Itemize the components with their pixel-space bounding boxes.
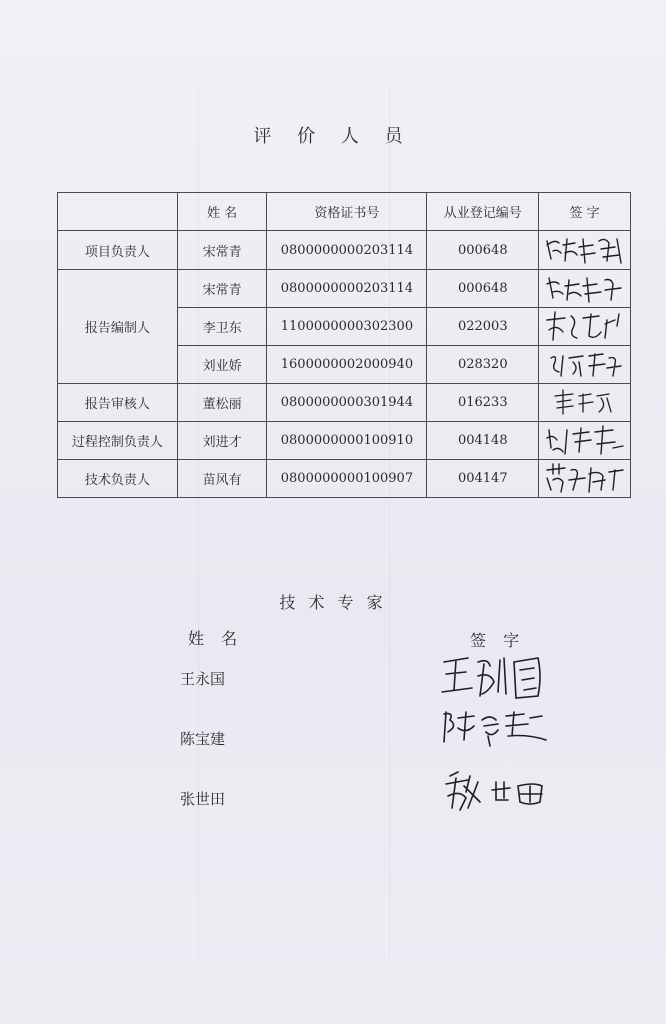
cert-cell: 0800000000203114 bbox=[267, 231, 427, 270]
handwritten-signature bbox=[543, 272, 625, 306]
cert-cell: 1600000002000940 bbox=[267, 346, 427, 384]
table-header-row bbox=[58, 193, 631, 231]
experts-title: 技 术 专 家 bbox=[279, 593, 387, 612]
expert-name: 王永国 bbox=[180, 670, 226, 688]
evaluators-title: 评 价 人 员 bbox=[253, 126, 413, 147]
name-cell: 宋常青 bbox=[177, 270, 267, 308]
role-cell: 技术负责人 bbox=[58, 460, 178, 498]
header-cert: 资格证书号 bbox=[267, 193, 427, 231]
cert-cell: 0800000000100907 bbox=[267, 460, 427, 498]
expert-name: 张世田 bbox=[180, 790, 226, 808]
handwritten-signature bbox=[543, 386, 625, 420]
name-cell: 宋常青 bbox=[177, 231, 267, 270]
cert-cell: 0800000000203114 bbox=[267, 270, 427, 308]
name-cell: 刘业娇 bbox=[177, 346, 267, 384]
role-cell: 项目负责人 bbox=[58, 231, 178, 270]
handwritten-signature bbox=[438, 652, 558, 704]
handwritten-signature bbox=[543, 348, 625, 382]
role-cell: 过程控制负责人 bbox=[58, 422, 178, 460]
handwritten-signature bbox=[543, 310, 625, 344]
reg-cell: 004148 bbox=[427, 422, 539, 460]
name-cell: 董松丽 bbox=[177, 384, 267, 422]
table-row bbox=[58, 422, 631, 460]
experts-name-header: 姓 名 bbox=[188, 629, 244, 648]
role-cell: 报告编制人 bbox=[58, 270, 178, 384]
expert-name: 陈宝建 bbox=[180, 730, 226, 748]
reg-cell: 022003 bbox=[427, 308, 539, 346]
name-cell: 李卫东 bbox=[177, 308, 267, 346]
handwritten-signature bbox=[543, 233, 625, 267]
signature-cell bbox=[539, 384, 631, 422]
evaluators-table bbox=[57, 192, 631, 498]
cert-cell: 0800000000100910 bbox=[267, 422, 427, 460]
handwritten-signature bbox=[543, 424, 625, 458]
signature-cell bbox=[539, 346, 631, 384]
signature-cell bbox=[539, 231, 631, 270]
role-cell: 报告审核人 bbox=[58, 384, 178, 422]
header-role bbox=[58, 193, 178, 231]
name-cell: 苗风有 bbox=[177, 460, 267, 498]
signature-cell bbox=[539, 270, 631, 308]
handwritten-signature bbox=[543, 462, 625, 496]
signature-cell bbox=[539, 422, 631, 460]
header-sign: 签 字 bbox=[539, 193, 631, 231]
experts-sign-header: 签 字 bbox=[470, 631, 526, 650]
handwritten-signature bbox=[438, 768, 558, 816]
cert-cell: 0800000000301944 bbox=[267, 384, 427, 422]
handwritten-signature bbox=[438, 706, 558, 750]
reg-cell: 016233 bbox=[427, 384, 539, 422]
reg-cell: 000648 bbox=[427, 270, 539, 308]
table-row bbox=[58, 460, 631, 498]
table-row bbox=[58, 384, 631, 422]
table-row bbox=[58, 231, 631, 270]
reg-cell: 000648 bbox=[427, 231, 539, 270]
signature-cell bbox=[539, 460, 631, 498]
reg-cell: 028320 bbox=[427, 346, 539, 384]
header-reg: 从业登记编号 bbox=[427, 193, 539, 231]
reg-cell: 004147 bbox=[427, 460, 539, 498]
name-cell: 刘进才 bbox=[177, 422, 267, 460]
table-row bbox=[58, 270, 631, 308]
signature-cell bbox=[539, 308, 631, 346]
cert-cell: 1100000000302300 bbox=[267, 308, 427, 346]
header-name: 姓 名 bbox=[177, 193, 267, 231]
